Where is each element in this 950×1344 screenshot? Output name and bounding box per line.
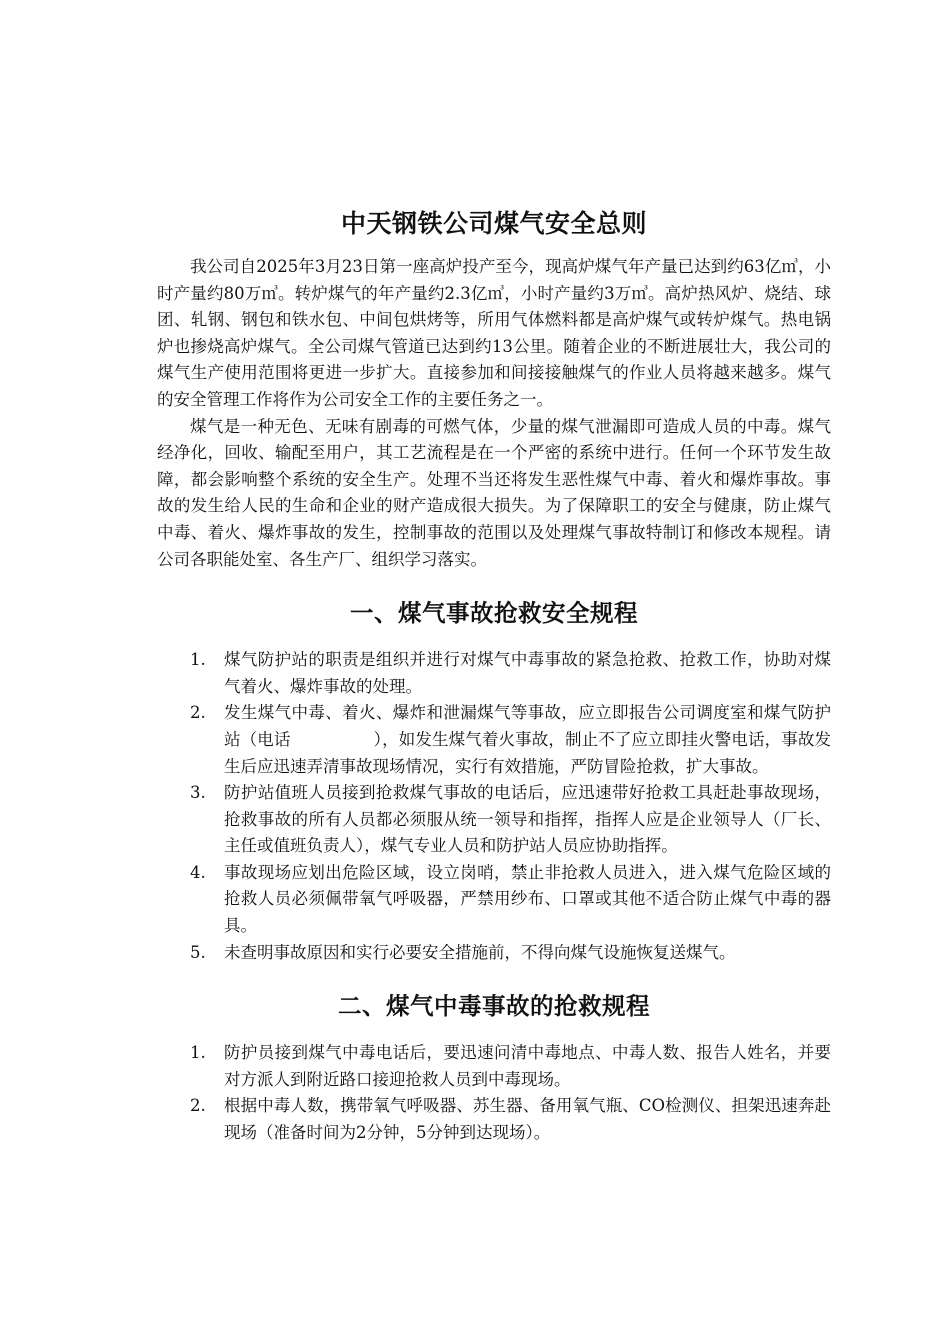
list-text: 煤气防护站的职责是组织并进行对煤气中毒事故的紧急抢救、抢救工作，协助对煤气着火、爆炸事故的处理。 <box>224 650 831 696</box>
document-title: 中天钢铁公司煤气安全总则 <box>340 209 647 238</box>
section-title: 二、煤气中毒事故的抢救规程 <box>338 992 650 1021</box>
list-item <box>157 780 831 860</box>
list-text: 发生煤气中毒、着火、爆炸和泄漏煤气等事故，应立即报告公司调度室和煤气防护站（电话 ），如发生煤气着火事故，制止不了应立即挂火警电话，事故发生后应迅速弄清事故现场情况，实行有效措施，严防冒险抢救，扩大事故。 <box>224 703 831 776</box>
list-item <box>157 860 831 940</box>
list-item <box>157 940 831 967</box>
list-text: 防护站值班人员接到抢救煤气事故的电话后，应迅速带好抢救工具赶赴事故现场，抢救事故的所有人员都必须服从统一领导和指挥，指挥人应是企业领导人（厂长、主任或值班负责人），煤气专业人员和防护站人员应协助指挥。 <box>224 783 831 856</box>
section-title: 一、煤气事故抢救安全规程 <box>350 599 638 628</box>
list-number: 1. <box>190 1043 206 1063</box>
intro-paragraph: 煤气是一种无色、无味有剧毒的可燃气体，少量的煤气泄漏即可造成人员的中毒。煤气经净化，回收、输配至用户，其工艺流程是在一个严密的系统中进行。任何一个环节发生故障，都会影响整个系统的安全生产。处理不当还将发生恶性煤气中毒、着火和爆炸事故。事故的发生给人民的生命和企业的财产造成很大损失。为了保障职工的安全与健康，防止煤气中毒、着火、爆炸事故的发生，控制事故的范围以及处理煤气事故特制订和修改本规程。请公司各职能处室、各生产厂、组织学习落实。 <box>157 416 831 569</box>
list-text: 事故现场应划出危险区域，设立岗哨，禁止非抢救人员进入，进入煤气危险区域的抢救人员必须佩带氧气呼吸器，严禁用纱布、口罩或其他不适合防止煤气中毒的器具。 <box>224 862 831 936</box>
intro-paragraph: 我公司自2025年3月23日第一座高炉投产至今，现高炉煤气年产量已达到约63亿㎥，小时产量约80万㎥。转炉煤气的年产量约2.3亿㎥，小时产量约3万㎥。高炉热风炉、烧结、球团、轧钢、钢包和铁水包、中间包烘烤等，所用气体燃料都是高炉煤气或转炉煤气。热电锅炉也掺烧高炉煤气。全公司煤气管道已达到约13公里。随着企业的不断进展壮大，我公司的煤气生产使用范围将更进一步扩大。直接参加和间接接触煤气的作业人员将越来越多。煤气的安全管理工作将作为公司安全工作的主要任务之一。 <box>157 257 831 409</box>
section-list <box>157 647 831 966</box>
document-body <box>157 204 831 1147</box>
list-number: 2. <box>190 703 206 723</box>
list-text: 根据中毒人数，携带氧气呼吸器、苏生器、备用氧气瓶、CO检测仪、担架迅速奔赴现场（准备时间为2分钟，5分钟到达现场）。 <box>224 1096 831 1143</box>
list-number: 5. <box>190 942 206 962</box>
list-number: 3. <box>190 783 206 803</box>
list-item <box>157 1040 831 1093</box>
list-text: 防护员接到煤气中毒电话后，要迅速问清中毒地点、中毒人数、报告人姓名，并要对方派人到附近路口接迎抢救人员到中毒现场。 <box>224 1043 831 1089</box>
list-text: 未查明事故原因和实行必要安全措施前，不得向煤气设施恢复送煤气。 <box>224 942 736 962</box>
list-number: 1. <box>190 650 206 670</box>
section-list <box>157 1040 831 1146</box>
list-number: 2. <box>190 1096 206 1116</box>
list-item <box>157 647 831 700</box>
list-item <box>157 1093 831 1146</box>
list-item <box>157 700 831 780</box>
list-number: 4. <box>190 862 206 882</box>
